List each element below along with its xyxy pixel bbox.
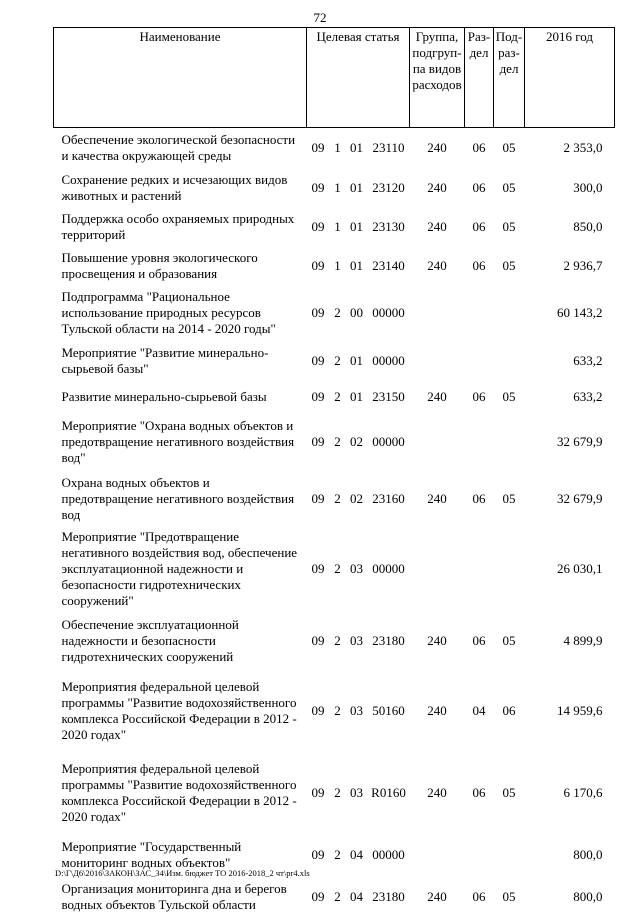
row-name: Мероприятия федеральной целевой программы "Развитие водохозяйственного комплекса Российской Федерации в 2012 - 2020 годах" bbox=[61, 678, 297, 742]
target-program-code: 09 bbox=[311, 257, 325, 273]
target-subprogram-code: 2 bbox=[334, 702, 341, 718]
row-group bbox=[410, 834, 465, 876]
row-subsection: 05 bbox=[502, 139, 516, 155]
header-name: Наименование bbox=[54, 28, 307, 128]
table-row bbox=[54, 208, 615, 246]
target-program-code: 09 bbox=[311, 702, 325, 718]
row-section: 06 bbox=[472, 632, 486, 648]
row-target-article bbox=[307, 128, 410, 168]
row-subsection bbox=[494, 526, 525, 612]
row-section: 06 bbox=[472, 139, 486, 155]
target-direction-code: 23150 bbox=[372, 388, 405, 404]
target-direction-code: 23180 bbox=[372, 632, 405, 648]
row-subsection bbox=[494, 834, 525, 876]
row-subsection: 05 bbox=[502, 888, 516, 904]
row-subsection bbox=[494, 340, 525, 382]
target-program-code: 09 bbox=[311, 304, 325, 320]
row-subsection: 05 bbox=[502, 257, 516, 273]
target-direction-code: 23160 bbox=[372, 490, 405, 506]
table-row bbox=[54, 168, 615, 208]
target-measure-code: 04 bbox=[350, 888, 363, 904]
row-section: 04 bbox=[472, 702, 486, 718]
row-name: Подпрограмма "Рациональное использование природных ресурсов Тульской области на 2014 - 2020 годы" bbox=[61, 288, 276, 336]
table-row bbox=[54, 670, 615, 752]
target-direction-code: 23140 bbox=[372, 257, 405, 273]
row-name: Обеспечение эксплуатационной надежности и безопасности гидротехнических сооружений bbox=[61, 616, 239, 664]
target-program-code: 09 bbox=[311, 784, 325, 800]
row-amount: 6 170,6 bbox=[563, 784, 603, 800]
row-target-article bbox=[307, 168, 410, 208]
table-row bbox=[54, 128, 615, 168]
table-header-row bbox=[54, 28, 615, 128]
target-subprogram-code: 2 bbox=[334, 784, 341, 800]
row-section: 06 bbox=[472, 888, 486, 904]
row-group: 240 bbox=[427, 784, 447, 800]
target-measure-code: 03 bbox=[350, 784, 363, 800]
row-name: Мероприятие "Государственный мониторинг водных объектов" bbox=[61, 838, 242, 870]
row-group: 240 bbox=[427, 388, 447, 404]
row-amount: 800,0 bbox=[573, 888, 603, 904]
target-measure-code: 00 bbox=[350, 304, 363, 320]
row-name: Мероприятие "Предотвращение негативного воздействия вод, обеспечение эксплуатационной надежности и безопасности гидротехнических сооружений" bbox=[61, 528, 298, 608]
target-direction-code: R0160 bbox=[371, 784, 406, 800]
target-measure-code: 01 bbox=[350, 257, 363, 273]
target-subprogram-code: 1 bbox=[334, 179, 341, 195]
row-amount: 26 030,1 bbox=[557, 560, 603, 576]
row-target-article bbox=[307, 834, 410, 876]
target-subprogram-code: 1 bbox=[334, 218, 341, 234]
target-measure-code: 02 bbox=[350, 433, 363, 449]
row-group: 240 bbox=[427, 888, 447, 904]
target-measure-code: 01 bbox=[350, 179, 363, 195]
target-program-code: 09 bbox=[311, 560, 325, 576]
table-row bbox=[54, 340, 615, 382]
target-measure-code: 03 bbox=[350, 560, 363, 576]
target-subprogram-code: 2 bbox=[334, 846, 341, 862]
row-subsection: 05 bbox=[502, 179, 516, 195]
row-target-article bbox=[307, 412, 410, 472]
row-subsection: 05 bbox=[502, 388, 516, 404]
target-subprogram-code: 1 bbox=[334, 139, 341, 155]
header-section: Раз- дел bbox=[465, 28, 494, 128]
table-body bbox=[54, 128, 615, 918]
row-section: 06 bbox=[472, 388, 486, 404]
row-section: 06 bbox=[472, 218, 486, 234]
row-group bbox=[410, 340, 465, 382]
target-subprogram-code: 2 bbox=[334, 433, 341, 449]
row-section bbox=[465, 834, 494, 876]
target-measure-code: 02 bbox=[350, 490, 363, 506]
row-section: 06 bbox=[472, 257, 486, 273]
row-subsection: 05 bbox=[502, 218, 516, 234]
row-name: Охрана водных объектов и предотвращение негативного воздействия вод bbox=[61, 474, 295, 522]
target-direction-code: 23120 bbox=[372, 179, 405, 195]
target-program-code: 09 bbox=[311, 433, 325, 449]
row-group bbox=[410, 286, 465, 340]
header-group: Группа, подгруп- па видов расходов bbox=[410, 28, 465, 128]
row-section bbox=[465, 286, 494, 340]
target-program-code: 09 bbox=[311, 846, 325, 862]
target-direction-code: 23110 bbox=[372, 139, 405, 155]
row-target-article bbox=[307, 382, 410, 412]
table-row bbox=[54, 472, 615, 526]
row-group bbox=[410, 412, 465, 472]
table-row bbox=[54, 382, 615, 412]
row-amount: 633,2 bbox=[573, 352, 603, 368]
row-name: Мероприятие "Охрана водных объектов и предотвращение негативного воздействия вод" bbox=[61, 417, 295, 465]
row-group bbox=[410, 526, 465, 612]
target-subprogram-code: 2 bbox=[334, 388, 341, 404]
row-target-article bbox=[307, 208, 410, 246]
target-measure-code: 01 bbox=[350, 352, 363, 368]
row-subsection: 05 bbox=[502, 784, 516, 800]
target-program-code: 09 bbox=[311, 388, 325, 404]
target-direction-code: 23180 bbox=[372, 888, 405, 904]
row-amount: 32 679,9 bbox=[557, 490, 603, 506]
row-section: 06 bbox=[472, 179, 486, 195]
row-group: 240 bbox=[427, 490, 447, 506]
row-name: Повышение уровня экологического просвещения и образования bbox=[61, 249, 258, 281]
header-target-article: Целевая статья bbox=[307, 28, 410, 128]
row-target-article bbox=[307, 670, 410, 752]
row-subsection: 06 bbox=[502, 702, 516, 718]
table-row bbox=[54, 246, 615, 286]
row-section bbox=[465, 526, 494, 612]
row-amount: 2 353,0 bbox=[563, 139, 603, 155]
row-group: 240 bbox=[427, 702, 447, 718]
row-group: 240 bbox=[427, 139, 447, 155]
row-section: 06 bbox=[472, 784, 486, 800]
row-amount: 4 899,9 bbox=[563, 632, 603, 648]
row-section: 06 bbox=[472, 490, 486, 506]
target-program-code: 09 bbox=[311, 139, 325, 155]
target-program-code: 09 bbox=[311, 218, 325, 234]
row-target-article bbox=[307, 472, 410, 526]
row-group: 240 bbox=[427, 218, 447, 234]
row-target-article bbox=[307, 752, 410, 834]
table-row bbox=[54, 612, 615, 670]
row-name: Организация мониторинга дна и берегов водных объектов Тульской области bbox=[61, 880, 287, 912]
target-program-code: 09 bbox=[311, 352, 325, 368]
row-group: 240 bbox=[427, 632, 447, 648]
row-amount: 300,0 bbox=[573, 179, 603, 195]
table-row bbox=[54, 412, 615, 472]
row-target-article bbox=[307, 340, 410, 382]
target-subprogram-code: 2 bbox=[334, 632, 341, 648]
target-direction-code: 00000 bbox=[372, 846, 405, 862]
table-row bbox=[54, 526, 615, 612]
target-subprogram-code: 1 bbox=[334, 257, 341, 273]
target-program-code: 09 bbox=[311, 632, 325, 648]
target-subprogram-code: 2 bbox=[334, 490, 341, 506]
row-name: Обеспечение экологической безопасности и качества окружающей среды bbox=[61, 131, 296, 163]
row-target-article bbox=[307, 246, 410, 286]
row-name: Поддержка особо охраняемых природных территорий bbox=[61, 210, 295, 242]
row-subsection bbox=[494, 286, 525, 340]
table-row bbox=[54, 752, 615, 834]
target-measure-code: 01 bbox=[350, 218, 363, 234]
target-measure-code: 03 bbox=[350, 702, 363, 718]
target-direction-code: 00000 bbox=[372, 433, 405, 449]
target-program-code: 09 bbox=[311, 490, 325, 506]
row-amount: 14 959,6 bbox=[557, 702, 603, 718]
target-measure-code: 01 bbox=[350, 139, 363, 155]
row-amount: 2 936,7 bbox=[563, 257, 603, 273]
target-direction-code: 00000 bbox=[372, 560, 405, 576]
target-program-code: 09 bbox=[311, 888, 325, 904]
row-name: Сохранение редких и исчезающих видов животных и растений bbox=[61, 171, 288, 203]
row-name: Развитие минерально-сырьевой базы bbox=[61, 388, 267, 404]
target-measure-code: 04 bbox=[350, 846, 363, 862]
target-subprogram-code: 2 bbox=[334, 352, 341, 368]
row-target-article bbox=[307, 526, 410, 612]
target-measure-code: 01 bbox=[350, 388, 363, 404]
target-direction-code: 50160 bbox=[372, 702, 405, 718]
target-subprogram-code: 2 bbox=[334, 888, 341, 904]
row-section bbox=[465, 412, 494, 472]
row-subsection bbox=[494, 412, 525, 472]
table-row bbox=[54, 876, 615, 918]
row-amount: 800,0 bbox=[573, 846, 603, 862]
header-subsection: Под- раз- дел bbox=[494, 28, 525, 128]
row-subsection: 05 bbox=[502, 632, 516, 648]
row-section bbox=[465, 340, 494, 382]
row-amount: 60 143,2 bbox=[557, 304, 603, 320]
row-target-article bbox=[307, 612, 410, 670]
row-target-article bbox=[307, 286, 410, 340]
header-year: 2016 год bbox=[525, 28, 615, 128]
target-direction-code: 00000 bbox=[372, 304, 405, 320]
target-measure-code: 03 bbox=[350, 632, 363, 648]
row-subsection: 05 bbox=[502, 490, 516, 506]
target-subprogram-code: 2 bbox=[334, 304, 341, 320]
budget-table bbox=[53, 27, 615, 918]
row-group: 240 bbox=[427, 257, 447, 273]
row-name: Мероприятие "Развитие минерально-сырьевой базы" bbox=[61, 344, 269, 376]
row-name: Мероприятия федеральной целевой программы "Развитие водохозяйственного комплекса Российской Федерации в 2012 - 2020 годах" bbox=[61, 760, 297, 824]
page-number: 72 bbox=[313, 10, 327, 25]
target-subprogram-code: 2 bbox=[334, 560, 341, 576]
row-amount: 633,2 bbox=[573, 388, 603, 404]
row-amount: 850,0 bbox=[573, 218, 603, 234]
table-row bbox=[54, 286, 615, 340]
target-direction-code: 23130 bbox=[372, 218, 405, 234]
target-direction-code: 00000 bbox=[372, 352, 405, 368]
row-group: 240 bbox=[427, 179, 447, 195]
row-target-article bbox=[307, 876, 410, 918]
target-program-code: 09 bbox=[311, 179, 325, 195]
file-path-footer: D:\Г\Д6\2016\ЗАКОН\ЗАС_34\Изм. бюджет ТО 2016-2018_2 чт\pr4.xls bbox=[55, 868, 310, 878]
row-amount: 32 679,9 bbox=[557, 433, 603, 449]
